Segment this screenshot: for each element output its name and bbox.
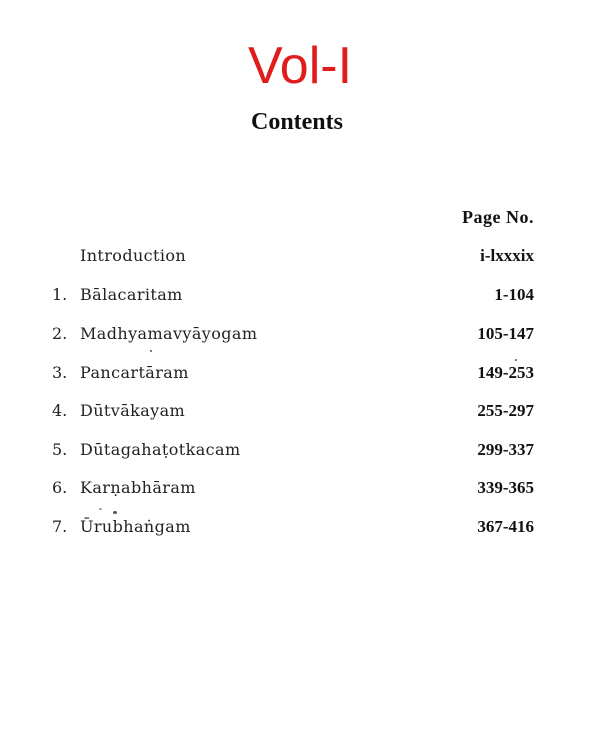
toc-entry-number: 5.	[52, 440, 68, 459]
toc-entry-pages: 299-337	[477, 440, 534, 459]
toc-entry-number: 2.	[52, 324, 68, 343]
toc-entry-1	[0, 283, 600, 307]
toc-entry-4	[0, 399, 600, 423]
toc-entry-title: Introduction	[80, 246, 187, 265]
scan-speck	[99, 508, 102, 510]
toc-entry-pages: 255-297	[477, 401, 534, 420]
toc-entry-number: 6.	[52, 478, 68, 497]
toc-entry-pages: 367-416	[477, 517, 534, 536]
toc-entry-6	[0, 476, 600, 500]
toc-entry-pages: 339-365	[477, 478, 534, 497]
toc-entry-title: Madhyamavyāyogam	[80, 324, 258, 343]
toc-entry-pages: 149-253	[477, 363, 534, 382]
toc-entry-pages: 1-104	[494, 285, 534, 304]
toc-entry-number: 3.	[52, 363, 68, 382]
toc-entry-introduction	[0, 244, 600, 268]
toc-entry-pages: i-lxxxix	[480, 246, 534, 265]
toc-entry-title: Bālacaritam	[80, 285, 183, 304]
toc-entry-title: Pancartāram	[80, 363, 189, 382]
toc-entry-title: Dūtvākayam	[80, 401, 186, 420]
page-number-column-header: Page No.	[462, 207, 534, 227]
toc-entry-title: Ūrubhaṅgam	[80, 517, 191, 536]
scan-speck	[150, 350, 152, 352]
contents-heading: Contents	[250, 109, 343, 135]
toc-entry-number: 7.	[52, 517, 68, 536]
toc-entry-title: Dūtagahaṭotkacam	[80, 440, 241, 459]
toc-entry-3	[0, 361, 600, 385]
toc-entry-title: Karṇabhāram	[80, 478, 196, 497]
toc-entry-number: 4.	[52, 401, 68, 420]
scan-speck	[515, 359, 517, 361]
toc-entry-2	[0, 322, 600, 346]
toc-entry-5	[0, 438, 600, 462]
volume-title: Vol-I	[247, 37, 353, 95]
toc-entry-pages: 105-147	[477, 324, 534, 343]
scan-speck	[113, 511, 117, 514]
toc-entry-7	[0, 515, 600, 539]
toc-entry-number: 1.	[52, 285, 68, 304]
